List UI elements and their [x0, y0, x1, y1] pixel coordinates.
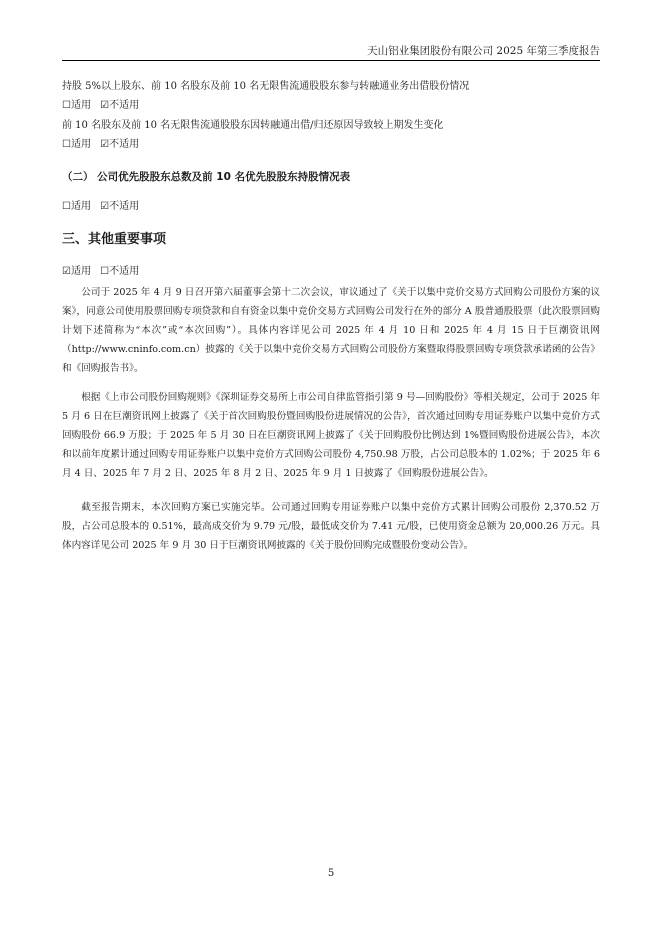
- not-applicable-checkbox[interactable]: ☑不适用: [100, 100, 140, 111]
- checkbox-row-1: [62, 99, 145, 113]
- lending-change-line: 前 10 名股东及前 10 名无限售流通股股东因转融通出借/归还原因导致较上期发生变化: [62, 120, 444, 131]
- applicable-checkbox[interactable]: ☐适用: [62, 139, 91, 150]
- paragraph-buyback-completion: 截至报告期末，本次回购方案已实施完毕。公司通过回购专用证券账户以集中竞价方式累计回购公司股份 2,370.52 万股，占公司总股本的 0.51%，最高成交价为 9.79 元/股，最低成交价为 7.41 元/股，已使用资金总额为 20,000.26 万元。具体内容详见公司 2025 年 9 月 30 日于巨潮资讯网披露的《关于股份回购完成暨股份变动公告》。: [62, 502, 600, 551]
- section-preferred-shareholders-title: （二） 公司优先股股东总数及前 10 名优先股股东持股情况表: [62, 171, 351, 183]
- not-applicable-checkbox[interactable]: ☑不适用: [100, 139, 140, 150]
- report-header: 天山铝业集团股份有限公司 2025 年第三季度报告: [62, 44, 600, 61]
- checkbox-row-3: [62, 200, 145, 214]
- checkbox-row-4: [62, 265, 145, 279]
- lending-disclosure-line: 持股 5%以上股东、前 10 名股东及前 10 名无限售流通股股东参与转融通业务出借股份情况: [62, 81, 470, 92]
- applicable-checkbox[interactable]: ☑适用: [62, 266, 91, 277]
- applicable-checkbox[interactable]: ☐适用: [62, 100, 91, 111]
- not-applicable-checkbox[interactable]: ☐不适用: [100, 266, 140, 277]
- paragraph-buyback-plan: 公司于 2025 年 4 月 9 日召开第六届董事会第十二次会议，审议通过了《关于以集中竞价交易方式回购公司股份方案的议案》，同意公司使用股票回购专项贷款和自有资金以集中竞价交易方式回购公司发行在外的部分 A 股普通股股票（此次股票回购计划下述简称为“本次”或“本次回购”）。具体内容详见公司 2025 年 4 月 10 日和 2025 年 4 月 15 日于巨潮资讯网（http://www.cninfo.com.cn）披露的《关于以集中竞价交易方式回购公司股份方案暨取得股票回购专项贷款承诺函的公告》和《回购报告书》。: [62, 287, 600, 374]
- applicable-checkbox[interactable]: ☐适用: [62, 201, 91, 212]
- section-other-matters-title: 三、其他重要事项: [62, 232, 167, 247]
- checkbox-row-2: [62, 138, 145, 152]
- page-number: 5: [327, 868, 335, 879]
- paragraph-buyback-progress: 根据《上市公司股份回购规则》《深圳证券交易所上市公司自律监管指引第 9 号—回购股份》等相关规定，公司于 2025 年 5 月 6 日在巨潮资讯网上披露了《关于首次回购股份暨回购股份进展情况的公告》，首次通过回购专用证券账户以集中竞价方式回购股份 66.9 万股；于 2025 年 5 月 30 日在巨潮资讯网上披露了《关于回购股份比例达到 1%暨回购股份进展公告》，本次和以前年度累计通过回购专用证券账户以集中竞价方式回购公司股份 4,750.98 万股，占公司总股本的 1.02%；于 2025 年 6 月 4 日、2025 年 7 月 2 日、2025 年 8 月 2 日、2025 年 9 月 1 日披露了《回购股份进展公告》。: [62, 392, 600, 479]
- not-applicable-checkbox[interactable]: ☑不适用: [100, 201, 140, 212]
